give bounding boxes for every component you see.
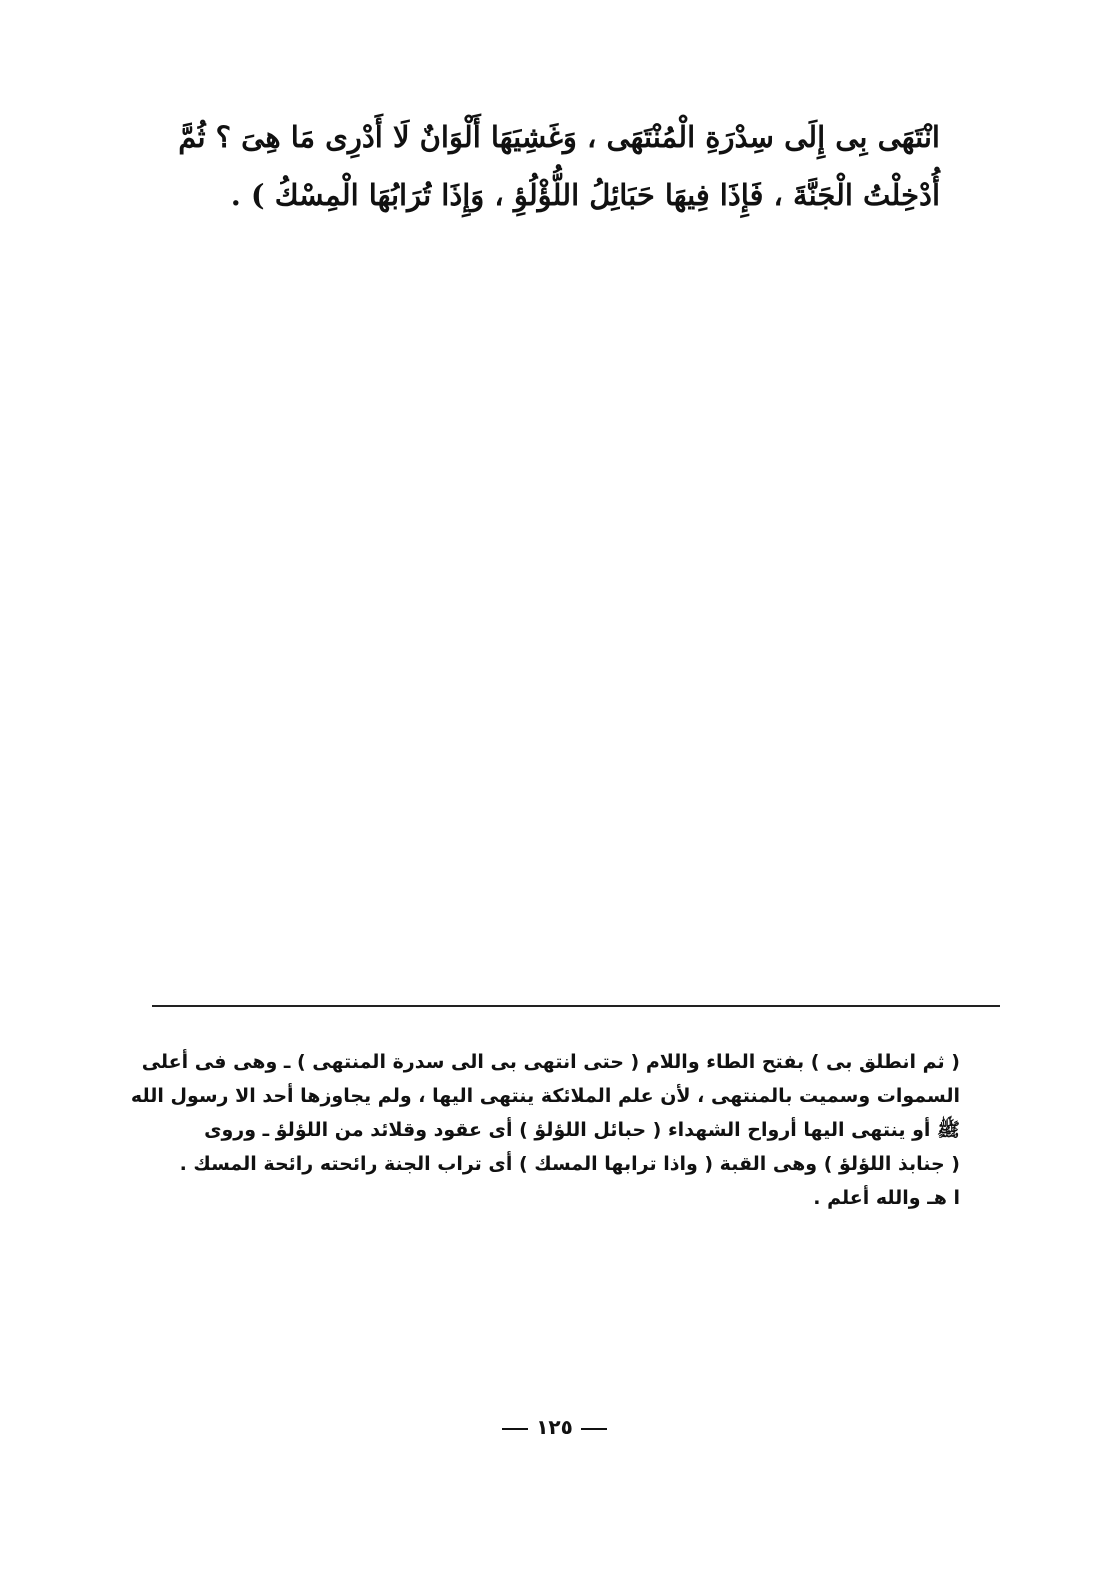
footnote-divider — [152, 1005, 1000, 1007]
main-text-block — [150, 108, 940, 224]
page-number — [0, 1415, 1109, 1439]
footnote-line: ا هـ والله أعلم . — [813, 1187, 960, 1209]
footnote-line: السموات وسميت بالمنتهى ، لأن علم الملائكة ينتهى اليها ، ولم يجاوزها أحد الا رسول الله — [130, 1085, 960, 1107]
main-text-line: أُدْخِلْتُ الْجَنَّةَ ، فَإِذَا فِيهَا حَبَائِلُ اللُّؤْلُؤِ ، وَإِذَا تُرَابُهَا الْمِسْكُ ) . — [230, 178, 940, 212]
dash-left — [581, 1428, 607, 1430]
footnote-line: ﷺ أو ينتهى اليها أرواح الشهداء ( حبائل اللؤلؤ ) أى عقود وقلائد من اللؤلؤ ـ وروى — [204, 1119, 960, 1141]
dash-right — [502, 1428, 528, 1430]
footnote-line: ( ثم انطلق بى ) بفتح الطاء واللام ( حتى انتهى بى الى سدرة المنتهى ) ـ وهى فى أعلى — [141, 1051, 960, 1073]
page-number-text: ١٢٥ — [536, 1415, 573, 1439]
footnote-block — [130, 1045, 960, 1215]
main-text-line: انْتَهَى بِى إِلَى سِدْرَةِ الْمُنْتَهَى ، وَغَشِيَهَا أَلْوَانٌ لَا أَدْرِى مَا هِىَ ؟ ثُمَّ — [178, 120, 940, 154]
footnote-line: ( جنابذ اللؤلؤ ) وهى القبة ( واذا ترابها المسك ) أى تراب الجنة رائحته رائحة المسك . — [179, 1153, 960, 1175]
